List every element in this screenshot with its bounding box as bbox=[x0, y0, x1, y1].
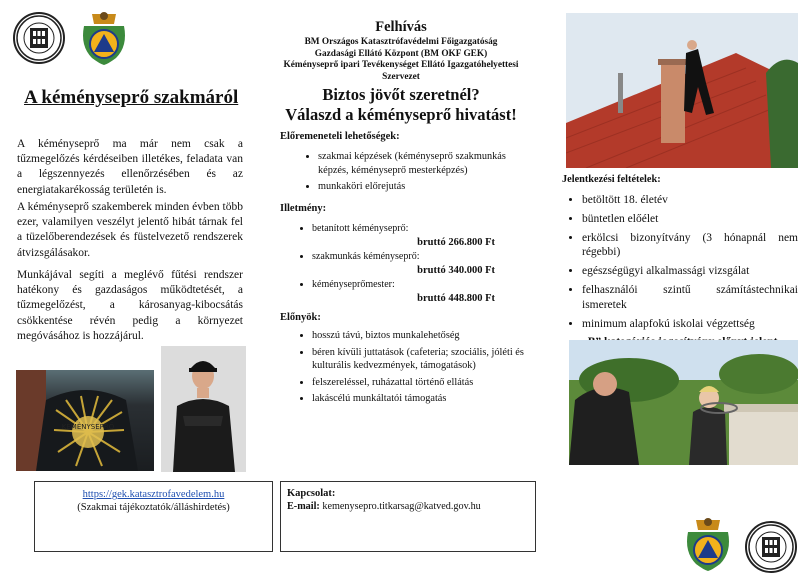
salary-heading: Illetmény: bbox=[280, 203, 327, 214]
left-title: A kéményseprő szakmáról bbox=[24, 87, 239, 108]
list-item: • büntetlen előélet bbox=[582, 212, 798, 227]
jacket-text: KÉMÉNYSEPRŐ bbox=[61, 423, 115, 431]
list-item bbox=[312, 278, 495, 305]
requirements-heading: Jelentkezési feltételek: bbox=[562, 174, 661, 185]
benefits-heading: Előnyök: bbox=[280, 312, 321, 323]
list-item: • betöltött 18. életév bbox=[582, 193, 798, 208]
intro-paragraph-2: A kéményseprő szakemberek minden évben több ezer, valamilyen veszélyt jelentő hibát tárnak fel a tüzelőberendezések és füstelvezető rendszerek átvizsgálásakor. bbox=[17, 201, 243, 259]
list-item: • egészségügyi alkalmassági vizsgálat bbox=[582, 264, 798, 279]
website-link[interactable]: https://gek.katasztrofavedelem.hu bbox=[82, 489, 225, 500]
org-line-3: Kéményseprő ipari Tevékenységet Ellátó Igazgatóhelyettesi bbox=[283, 60, 519, 71]
list-item: • felszereléssel, ruházattal történő ellátás bbox=[312, 376, 538, 390]
contact-heading: Kapcsolat: bbox=[287, 488, 336, 499]
chimney-sweep-portrait bbox=[161, 346, 246, 472]
org-line-2: Gazdasági Ellátó Központ (BM OKF GEK) bbox=[314, 48, 488, 59]
intro-paragraph-3: Munkájával segíti a meglévő fűtési rendszer hatékony és gazdaságos működtetését, a tűzmegelőzést, a károsanyag-kibocsátás csökkentése révén pedig a környezet megóvásához is hozzájárul. bbox=[17, 269, 243, 342]
email-address[interactable]: kemenysepro.titkarsag@katved.gov.hu bbox=[322, 501, 481, 512]
civil-protection-emblem bbox=[682, 514, 734, 572]
list-item: • erkölcsi bizonyítvány (3 hónapnál nem régebbi) bbox=[582, 231, 798, 261]
salary-role: betanított kéményseprő: bbox=[312, 223, 409, 234]
salary-amount: bruttó 266.800 Ft bbox=[417, 236, 495, 248]
salary-amount: bruttó 340.000 Ft bbox=[417, 264, 495, 276]
list-item: • felhasználói szintű számítástechnikai ismeretek bbox=[582, 283, 798, 313]
org-line-4: Szervezet bbox=[382, 71, 420, 82]
website-caption: (Szakmai tájékoztatók/álláshirdetés) bbox=[77, 502, 230, 513]
email-label: E-mail: bbox=[287, 501, 320, 512]
contact-box bbox=[280, 481, 536, 552]
list-item bbox=[312, 222, 495, 249]
list-item: • béren kívüli juttatások (cafeteria; szociális, jóléti és kulturális kedvezmények, támogatások) bbox=[312, 346, 538, 373]
jacket-photo bbox=[16, 370, 154, 471]
requirements-list bbox=[562, 193, 798, 350]
list-item: • szakmai képzések (kéményseprő szakmunkás képzés, kéményseprő mesterképzés) bbox=[318, 150, 530, 177]
salary-list bbox=[280, 222, 495, 305]
list-item: • munkaköri előrejutás bbox=[318, 180, 530, 194]
salary-role: szakmunkás kéményseprő: bbox=[312, 251, 420, 262]
salary-amount: bruttó 448.800 Ft bbox=[417, 292, 495, 304]
list-item bbox=[312, 250, 495, 277]
salary-role: kéményseprőmester: bbox=[312, 279, 395, 290]
civil-protection-emblem bbox=[78, 8, 130, 66]
list-item: • lakáscélú munkáltatói támogatás bbox=[312, 392, 538, 406]
headline-2: Válaszd a kéményseprő hivatást! bbox=[285, 105, 517, 125]
list-item: • hosszú távú, biztos munkalehetőség bbox=[312, 329, 538, 343]
headline-1: Biztos jövőt szeretnél? bbox=[322, 85, 480, 105]
felhivas-title: Felhívás bbox=[375, 19, 427, 35]
advancement-list bbox=[280, 150, 530, 194]
bm-seal-logo bbox=[13, 12, 65, 64]
website-box bbox=[34, 481, 273, 552]
chimney-inspection-photo bbox=[569, 340, 798, 465]
intro-paragraph-1: A kéményseprő ma már nem csak a tűzmegelőzés kérdéseiben illetékes, feladata van a légszennyezés ellenőrzésében és az energiatakarékosság területén is. bbox=[17, 138, 243, 196]
list-item: • minimum alapfokú iskolai végzettség bbox=[582, 317, 798, 332]
bm-seal-logo bbox=[745, 521, 797, 573]
benefits-list bbox=[280, 329, 538, 406]
advancement-heading: Előremeneteli lehetőségek: bbox=[280, 131, 400, 142]
roof-chimney-photo bbox=[566, 13, 798, 168]
org-line-1: BM Országos Katasztrófavédelmi Főigazgatóság bbox=[304, 37, 498, 47]
